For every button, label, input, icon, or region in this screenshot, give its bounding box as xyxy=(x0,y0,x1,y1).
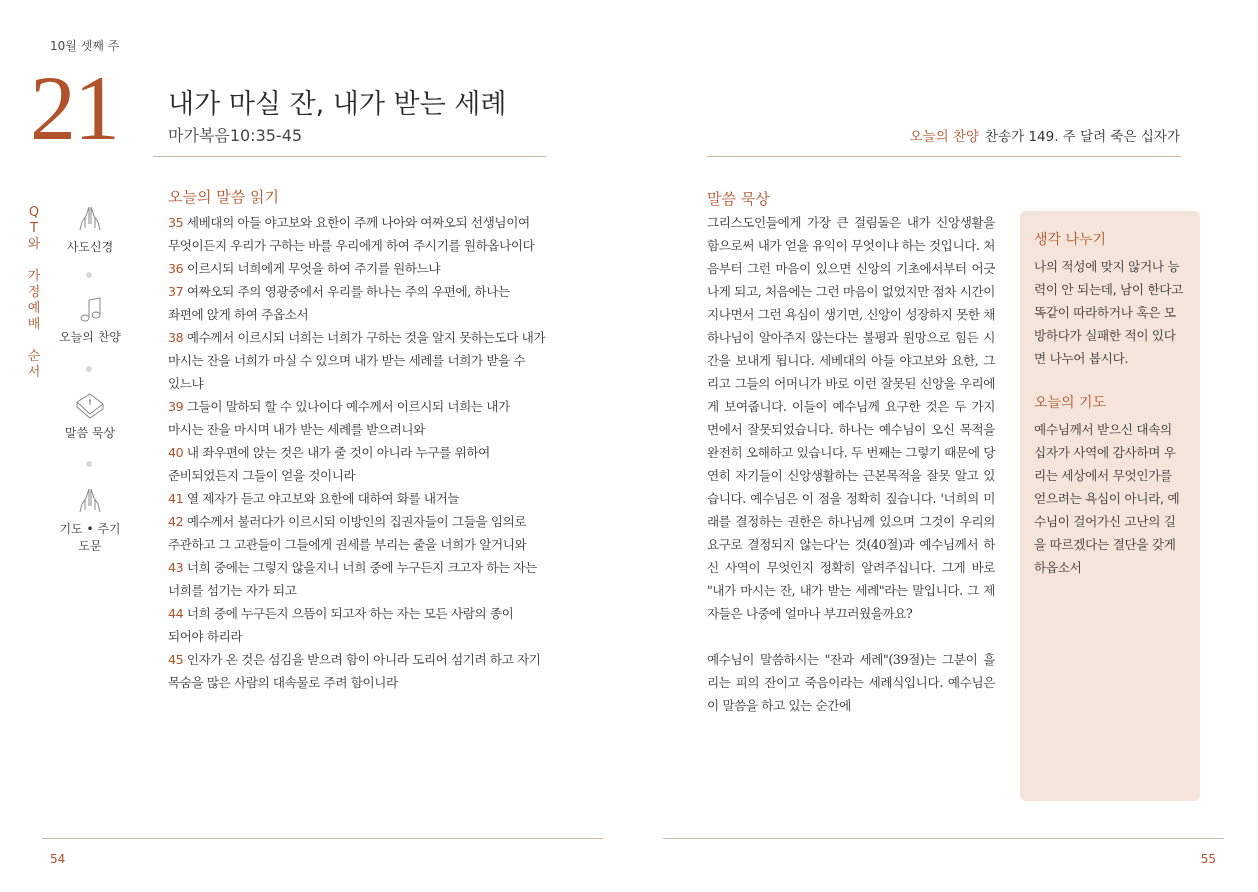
verse xyxy=(168,330,545,391)
hymn-label: 오늘의 찬양 xyxy=(909,129,980,145)
sidebar-item-prayer xyxy=(58,486,122,554)
sidebar-separator-dot xyxy=(86,272,92,278)
reflection-box xyxy=(1020,211,1200,801)
praying-hands-icon xyxy=(76,486,104,516)
vlabel-char: 와 xyxy=(27,237,41,252)
verse-text: 인자가 온 것은 섬김을 받으려 함이 아니라 도리어 섬기려 하고 자기 목숨을 많은 사람의 대속물로 주려 함이니라 xyxy=(168,652,541,690)
sidebar-separator-dot xyxy=(86,461,92,467)
week-label: 10월 셋째 주 xyxy=(50,39,120,53)
verse-number: 45 xyxy=(168,652,184,667)
verse-text: 여짜오되 주의 영광중에서 우리를 하나는 주의 우편에, 하나는 좌편에 앉게 하여 주옵소서 xyxy=(168,284,510,322)
sidebar-item-todays-hymn xyxy=(58,296,122,345)
meditation-paragraph: 그리스도인들에게 가장 큰 걸림돌은 내가 신앙생활을 함으로써 내가 얻을 유익이 무엇이냐 하는 것입니다. 처음부터 그런 마음이 있으면 신앙의 기초에서부터 어긋나게 되고, 처음에는 그런 마음이 없었지만 점차 시간이 지나면서 그런 욕심이 생기면, 신앙이 성장하지 못한 채 하나님이 알아주지 않는다는 불평과 원망으로 힘든 시간을 보내게 됩니다. 세베대의 아들 야고보와 요한, 그리고 그들의 어머니가 바로 이런 잘못된 신앙을 우리에게 보여줍니다. 이들이 예수님께 요구한 것은 두 가지 면에서 잘못되었습니다. 하나는 예수님이 오신 목적을 완전히 오해하고 있습니다. 두 번째는 그렇기 때문에 당연히 자기들이 신앙생활하는 근본목적을 잘못 알고 있습니다. 예수님은 이 점을 정확히 짚습니다. '너희의 미래를 결정하는 권한은 하나님께 있으며 그것이 우리의 요구로 결정되지 않는다'는 것(40절)과 예수님께서 하신 사역이 무엇인지 정확히 알려주십니다. 그게 바로 "내가 마시는 잔, 내가 받는 세례"라는 말입니다. 그 제자들은 나중에 얼마나 부끄러웠을까요? xyxy=(707,215,995,621)
vlabel-char xyxy=(26,333,42,349)
day-number: 21 xyxy=(30,57,118,159)
sidebar-item-apostles-creed xyxy=(58,204,122,255)
verse-text: 너희 중에는 그렇지 않을지니 너희 중에 누구든지 크고자 하는 자는 너희를 섬기는 자가 되고 xyxy=(168,560,537,598)
vlabel-char: Q xyxy=(28,205,40,220)
sidebar-separator-dot xyxy=(86,366,92,372)
page-title: 내가 마실 잔, 내가 받는 세례 xyxy=(168,89,507,120)
vlabel-char xyxy=(26,253,42,269)
bible-book-icon xyxy=(74,390,106,420)
page-number-right: 55 xyxy=(1200,852,1216,866)
verse-number: 37 xyxy=(168,284,184,299)
sidebar-item-label: 말씀 묵상 xyxy=(64,426,116,440)
verse xyxy=(168,261,440,276)
verse xyxy=(168,514,526,552)
verse-number: 36 xyxy=(168,261,184,276)
verse xyxy=(168,560,537,598)
qt-order-vertical-label xyxy=(26,205,42,381)
sidebar-item-label: 사도신경 xyxy=(66,240,114,254)
footer-divider-right xyxy=(663,838,1224,839)
verse-text: 예수께서 이르시되 너희는 너희가 구하는 것을 알지 못하는도다 내가 마시는 잔을 너희가 마실 수 있으며 내가 받는 세례를 너희가 받을 수 있느냐 xyxy=(168,330,546,391)
verse-text: 예수께서 불러다가 이르시되 이방인의 집권자들이 그들을 임의로 주관하고 그 고관들이 그들에게 권세를 부리는 줄을 너희가 알거니와 xyxy=(168,514,527,552)
sharing-text: 나의 적성에 맞지 않거나 능력이 안 되는데, 남이 한다고 똑같이 따라하거나 혹은 모방하다가 실패한 적이 있다면 나누어 봅시다. xyxy=(1034,259,1184,366)
verse xyxy=(168,652,541,690)
verse-text: 세베대의 아들 야고보와 요한이 주께 나아와 여짜오되 선생님이여 무엇이든지 우리가 구하는 바를 우리에게 하여 주시기를 원하옵나이다 xyxy=(168,215,535,253)
sidebar-item-label: 오늘의 찬양 xyxy=(59,330,121,344)
verse-number: 43 xyxy=(168,560,184,575)
verse-text: 너희 중에 누구든지 으뜸이 되고자 하는 자는 모든 사람의 종이 되어야 하리라 xyxy=(168,606,514,644)
todays-reading-section xyxy=(168,186,548,694)
verse-text: 내 좌우편에 앉는 것은 내가 줄 것이 아니라 누구를 위하여 준비되었든지 그들이 얻을 것이니라 xyxy=(168,445,490,483)
verse-number: 35 xyxy=(168,215,184,230)
verse xyxy=(168,491,459,506)
verse-text: 열 제자가 듣고 야고보와 요한에 대하여 화를 내거늘 xyxy=(183,491,460,506)
footer-divider-left xyxy=(42,838,603,839)
vlabel-char: T xyxy=(30,221,38,236)
verse xyxy=(168,215,534,253)
verse-number: 41 xyxy=(168,491,184,506)
verse-list xyxy=(168,211,548,694)
sidebar-item-meditation xyxy=(58,390,122,441)
verse-number: 40 xyxy=(168,445,184,460)
todays-hymn xyxy=(910,125,1180,145)
meditation-section xyxy=(707,188,995,717)
prayer-text: 예수님께서 받으신 대속의 십자가 사역에 감사하며 우리는 세상에서 무엇인가를 얻으려는 욕심이 아니라, 예수님이 걸어가신 고난의 길을 따르겠다는 결단을 갖게 하옵소서 xyxy=(1034,422,1180,575)
sharing-heading: 생각 나누기 xyxy=(1034,232,1107,248)
verse xyxy=(168,606,513,644)
meditation-paragraph: 예수님이 말씀하시는 "잔과 세례"(39절)는 그분이 흘리는 피의 잔이고 죽음이라는 세례식입니다. 예수님은 이 말씀을 하고 있는 순간에 xyxy=(707,652,995,713)
reading-heading: 오늘의 말씀 읽기 xyxy=(168,188,279,206)
page-number-left: 54 xyxy=(50,852,66,866)
vlabel-char: 정 xyxy=(27,285,41,300)
header-divider-left xyxy=(153,156,546,157)
music-note-icon xyxy=(78,296,102,324)
verse xyxy=(168,284,510,322)
verse xyxy=(168,399,510,437)
prayer-heading: 오늘의 기도 xyxy=(1034,395,1107,411)
meditation-heading: 말씀 묵상 xyxy=(707,190,770,208)
vlabel-char: 순 xyxy=(27,349,41,364)
verse-text: 이르시되 너희에게 무엇을 하여 주기를 원하느냐 xyxy=(183,261,441,276)
praying-hands-icon xyxy=(76,204,104,234)
scripture-reference: 마가복음10:35-45 xyxy=(168,126,303,145)
verse-text: 그들이 말하되 할 수 있나이다 예수께서 이르시되 너희는 내가 마시는 잔을 마시며 내가 받는 세례를 받으려니와 xyxy=(168,399,510,437)
verse xyxy=(168,445,490,483)
verse-number: 42 xyxy=(168,514,184,529)
verse-number: 39 xyxy=(168,399,184,414)
vlabel-char: 서 xyxy=(27,365,41,380)
vlabel-char: 가 xyxy=(27,269,41,284)
sidebar-item-label: 기도 • 주기도문 xyxy=(59,522,121,553)
hymn-title: 찬송가 149. 주 달려 죽은 십자가 xyxy=(985,129,1180,145)
vlabel-char: 예 xyxy=(27,301,41,316)
verse-number: 44 xyxy=(168,606,184,621)
verse-number: 38 xyxy=(168,330,184,345)
header-divider-right xyxy=(707,156,1181,157)
vlabel-char: 배 xyxy=(27,317,41,332)
